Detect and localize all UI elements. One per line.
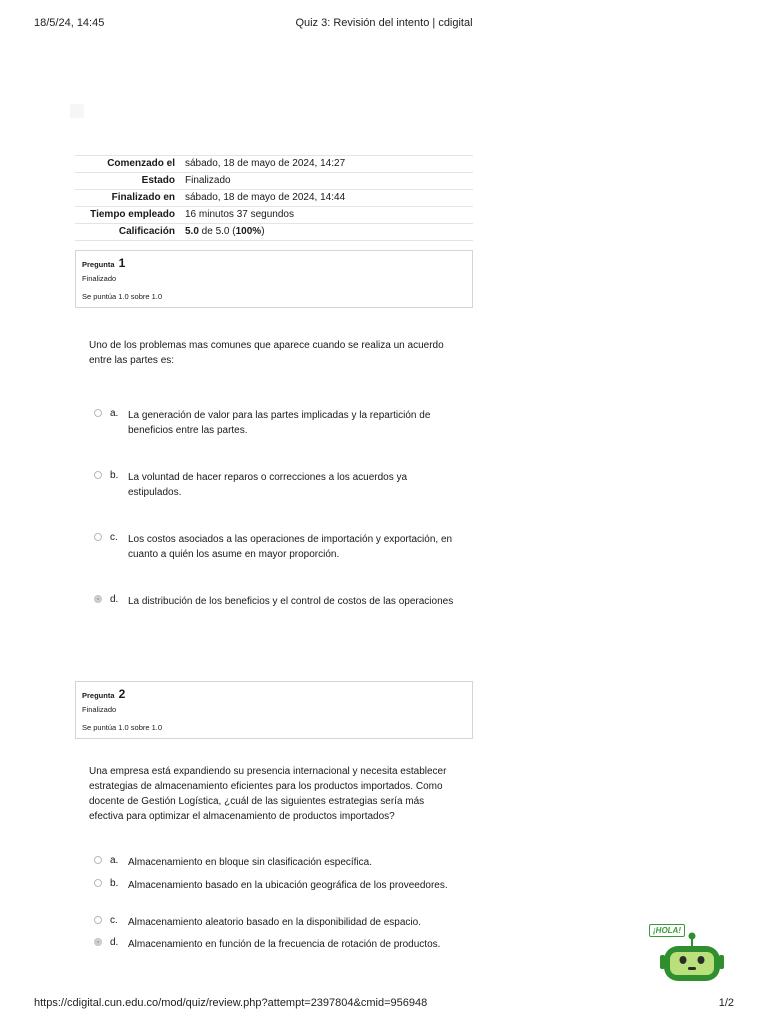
question-number-value: 2 bbox=[118, 687, 126, 701]
chatbot-greeting-bubble[interactable]: ¡HOLA! bbox=[649, 924, 685, 937]
radio-button-selected[interactable] bbox=[94, 595, 102, 603]
radio-button[interactable] bbox=[94, 916, 102, 924]
grade-percent: 100% bbox=[235, 226, 262, 237]
summary-row-time bbox=[75, 207, 473, 224]
radio-button[interactable] bbox=[94, 471, 102, 479]
summary-row-started bbox=[75, 156, 473, 173]
summary-label: Estado bbox=[141, 175, 175, 186]
print-page-number: 1/2 bbox=[718, 997, 734, 1009]
answer-letter: c. bbox=[110, 532, 118, 543]
answer-letter: b. bbox=[110, 470, 119, 481]
answer-text: Los costos asociados a las operaciones de importación y exportación, en cuanto a quién los asume en mayor proporción. bbox=[128, 534, 453, 560]
summary-label: Calificación bbox=[118, 226, 175, 237]
answer-letter: a. bbox=[110, 855, 119, 866]
summary-row-state bbox=[75, 173, 473, 190]
question-1-info bbox=[75, 250, 473, 308]
answer-text: Almacenamiento en función de la frecuencia de rotación de productos. bbox=[128, 939, 441, 950]
summary-value: Finalizado bbox=[185, 175, 231, 186]
answer-text: Almacenamiento en bloque sin clasificación específica. bbox=[128, 857, 373, 868]
question-grade: Se puntúa 1.0 sobre 1.0 bbox=[82, 723, 163, 732]
answer-text: Almacenamiento aleatorio basado en la disponibilidad de espacio. bbox=[128, 917, 421, 928]
question-number bbox=[82, 256, 125, 270]
answer-text: La voluntad de hacer reparos o correcciones a los acuerdos ya estipulados. bbox=[128, 472, 408, 498]
answer-letter: d. bbox=[110, 937, 119, 948]
question-number bbox=[82, 687, 125, 701]
summary-value: sábado, 18 de mayo de 2024, 14:27 bbox=[185, 158, 346, 169]
print-header bbox=[34, 17, 734, 31]
summary-row-finished bbox=[75, 190, 473, 207]
radio-button[interactable] bbox=[94, 856, 102, 864]
summary-value: 16 minutos 37 segundos bbox=[185, 209, 294, 220]
print-url: https://cdigital.cun.edu.co/mod/quiz/review.php?attempt=2397804&cmid=956948 bbox=[34, 997, 428, 1009]
chatbot-widget[interactable] bbox=[647, 921, 727, 985]
robot-icon[interactable] bbox=[647, 921, 727, 985]
answer-letter: b. bbox=[110, 878, 119, 889]
grade-of-text: de 5.0 ( bbox=[198, 226, 236, 237]
radio-button[interactable] bbox=[94, 879, 102, 887]
answer-text: La generación de valor para las partes implicadas y la repartición de beneficios entre las partes. bbox=[128, 410, 431, 436]
grade-close: ) bbox=[261, 226, 265, 237]
summary-label: Tiempo empleado bbox=[90, 209, 175, 220]
page-placeholder bbox=[70, 104, 84, 118]
summary-value: sábado, 18 de mayo de 2024, 14:44 bbox=[185, 192, 346, 203]
answer-text: Almacenamiento basado en la ubicación geográfica de los proveedores. bbox=[128, 880, 448, 891]
print-footer bbox=[34, 997, 734, 1011]
question-prefix: Pregunta bbox=[82, 260, 115, 269]
question-state: Finalizado bbox=[82, 705, 117, 714]
question-prefix: Pregunta bbox=[82, 691, 115, 700]
summary-value bbox=[185, 224, 473, 240]
radio-button[interactable] bbox=[94, 409, 102, 417]
summary-label: Comenzado el bbox=[107, 158, 175, 169]
answer-letter: a. bbox=[110, 408, 119, 419]
radio-button-selected[interactable] bbox=[94, 938, 102, 946]
question-2-info bbox=[75, 681, 473, 739]
answer-letter: c. bbox=[110, 915, 118, 926]
question-state: Finalizado bbox=[82, 274, 117, 283]
question-1-text: Uno de los problemas mas comunes que aparece cuando se realiza un acuerdo entre las partes es: bbox=[89, 340, 444, 366]
summary-row-grade bbox=[75, 224, 473, 241]
summary-label: Finalizado en bbox=[111, 192, 175, 203]
grade-score: 5.0 bbox=[185, 226, 199, 237]
print-datetime: 18/5/24, 14:45 bbox=[34, 17, 105, 29]
radio-button[interactable] bbox=[94, 533, 102, 541]
answer-text: La distribución de los beneficios y el control de costos de las operaciones bbox=[128, 596, 454, 607]
attempt-summary-table bbox=[75, 155, 473, 241]
answer-letter: d. bbox=[110, 594, 119, 605]
question-2-text: Una empresa está expandiendo su presencia internacional y necesita establecer estrategias de almacenamiento eficientes para los productos importados. Como docente de Gestión Logística, ¿cuál de las siguientes estrategias sería más efectiva para optimizar el almacenamiento de productos importados? bbox=[89, 766, 447, 822]
question-grade: Se puntúa 1.0 sobre 1.0 bbox=[82, 292, 163, 301]
question-number-value: 1 bbox=[118, 256, 126, 270]
print-page-title: Quiz 3: Revisión del intento | cdigital bbox=[295, 17, 473, 29]
